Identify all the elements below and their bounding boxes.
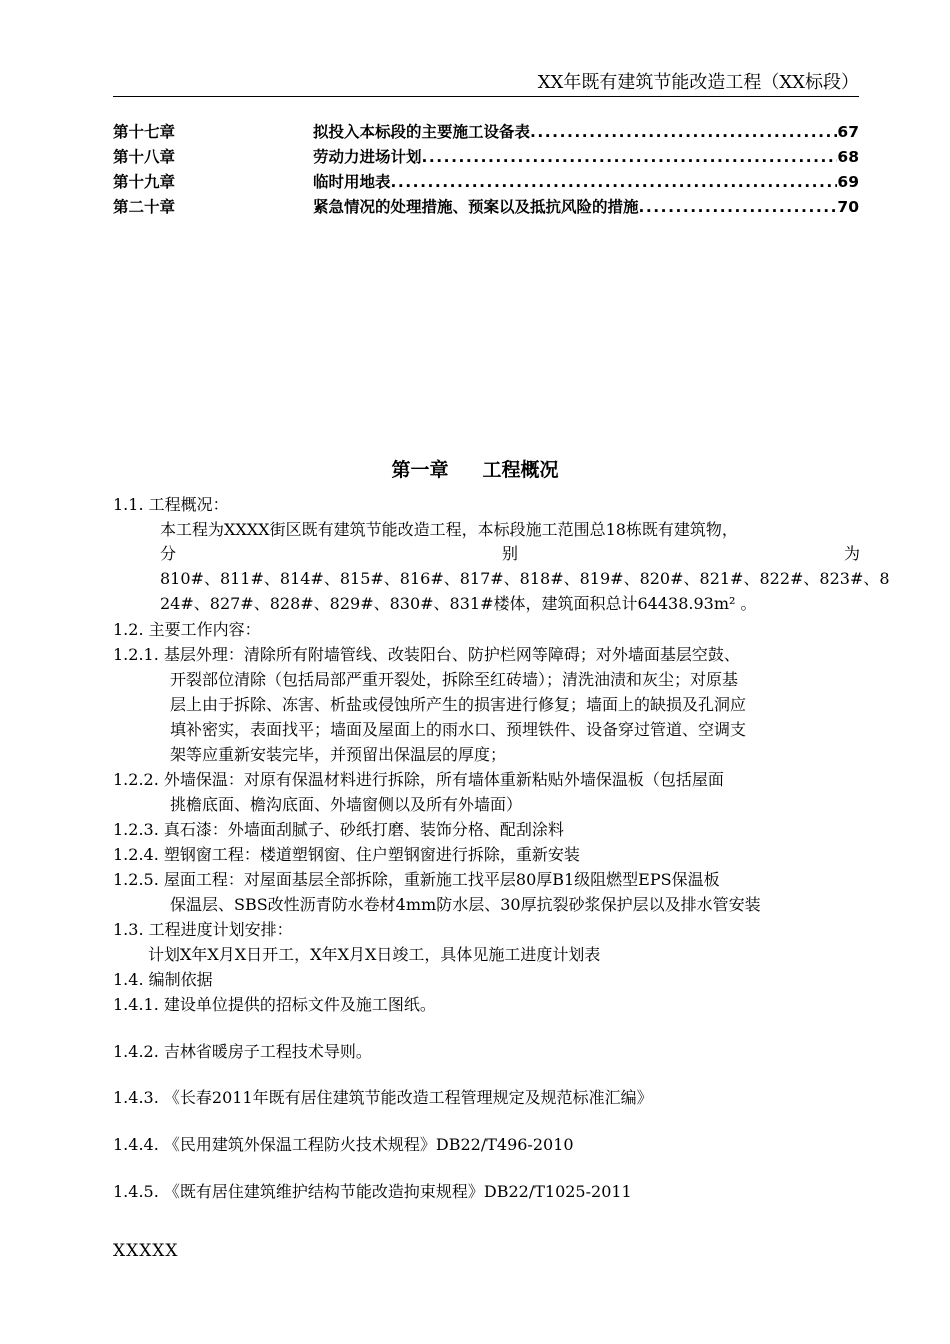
toc-chapter: 第十七章 [113,123,176,141]
toc-chapter: 第十九章 [113,173,176,191]
subsection-line: 1.4.4. 《民用建筑外保温工程防火技术规程》DB22/T496-2010 [113,1135,574,1154]
toc-entry[interactable] [113,120,859,145]
toc-leader [391,170,838,195]
toc-leader [530,120,837,145]
subsection-line: 1.4.2. 吉林省暖房子工程技术导则。 [113,1042,372,1061]
toc-page: 68 [837,148,859,166]
chapter-heading [0,455,950,482]
header-title: XX年既有建筑节能改造工程（XX标段） [537,72,859,93]
subsection-line: 1.2.2. 外墙保温：对原有保温材料进行拆除，所有墙体重新粘贴外墙保温板（包括屋面 [113,770,724,789]
paragraph-line: 计划X年X月X日开工，X年X月X日竣工，具体见施工进度计划表 [148,945,601,964]
toc-title: 临时用地表 [313,173,391,191]
page-footer: XXXXX [113,1241,179,1261]
section-heading: 1.4. 编制依据 [113,970,213,989]
subsection-line: 1.2.3. 真石漆：外墙面刮腻子、砂纸打磨、装饰分格、配刮涂料 [113,820,564,839]
page-header [113,70,859,97]
chapter-name: 工程概况 [482,459,559,481]
subsection-line: 1.4.1. 建设单位提供的招标文件及施工图纸。 [113,995,436,1014]
paragraph-line: 保温层、SBS改性沥青防水卷材4mm防水层、30厚抗裂砂浆保护层以及排水管安装 [170,895,761,914]
justified-word: 别 [501,544,518,563]
toc-leader [422,145,838,170]
justified-word: 为 [843,544,860,563]
toc-entry[interactable] [113,195,859,220]
chapter-number: 第一章 [391,459,449,481]
section-heading: 1.2. 主要工作内容： [113,620,261,639]
paragraph-line: 810#、811#、814#、815#、816#、817#、818#、819#、820#、821#、822#、823#、8 [160,569,890,588]
justified-word: 分 [160,544,177,563]
paragraph-line: 填补密实，表面找平；墙面及屋面上的雨水口、预埋铁件、设备穿过管道、空调支 [170,720,747,739]
paragraph-line-justified [160,542,860,566]
toc-entry[interactable] [113,145,859,170]
paragraph-line: 层上由于拆除、冻害、析盐或侵蚀所产生的损害进行修复；墙面上的缺损及孔洞应 [170,695,747,714]
toc-title: 拟投入本标段的主要施工设备表 [313,123,531,141]
subsection-line: 1.4.5. 《既有居住建筑维护结构节能改造拘束规程》DB22/T1025-2011 [113,1182,632,1201]
subsection-line: 1.4.3. 《长春2011年既有居住建筑节能改造工程管理规定及规范标准汇编》 [113,1088,653,1107]
toc-page: 69 [837,173,859,191]
section-heading: 1.3. 工程进度计划安排： [113,920,293,939]
subsection-line: 1.2.1. 基层外理：清除所有附墙管线、改装阳台、防护栏网等障碍；对外墙面基层空鼓、 [113,645,740,664]
paragraph-line: 本工程为XXXX街区既有建筑节能改造工程，本标段施工范围总18栋既有建筑物， [160,520,738,539]
paragraph-line: 架等应重新安装完毕，并预留出保温层的厚度； [170,745,507,764]
toc-title: 紧急情况的处理措施、预案以及抵抗风险的措施 [313,198,639,216]
paragraph-line: 挑檐底面、檐沟底面、外墙窗侧以及所有外墙面） [170,795,523,814]
toc-leader [639,195,838,220]
subsection-line: 1.2.4. 塑钢窗工程：楼道塑钢窗、住户塑钢窗进行拆除，重新安装 [113,845,580,864]
paragraph-line: 24#、827#、828#、829#、830#、831#楼体，建筑面积总计64438.93m² 。 [160,594,757,613]
toc-page: 70 [837,198,859,216]
toc-title: 劳动力进场计划 [313,148,422,166]
toc-page: 67 [837,123,859,141]
table-of-contents [113,120,859,220]
toc-entry[interactable] [113,170,859,195]
subsection-line: 1.2.5. 屋面工程：对屋面基层全部拆除，重新施工找平层80厚B1级阻燃型EPS保温板 [113,870,720,889]
toc-chapter: 第十八章 [113,148,176,166]
paragraph-line: 开裂部位清除（包括局部严重开裂处，拆除至红砖墙）；清洗油渍和灰尘；对原基 [170,670,739,689]
section-heading: 1.1. 工程概况： [113,495,229,514]
toc-chapter: 第二十章 [113,198,176,216]
